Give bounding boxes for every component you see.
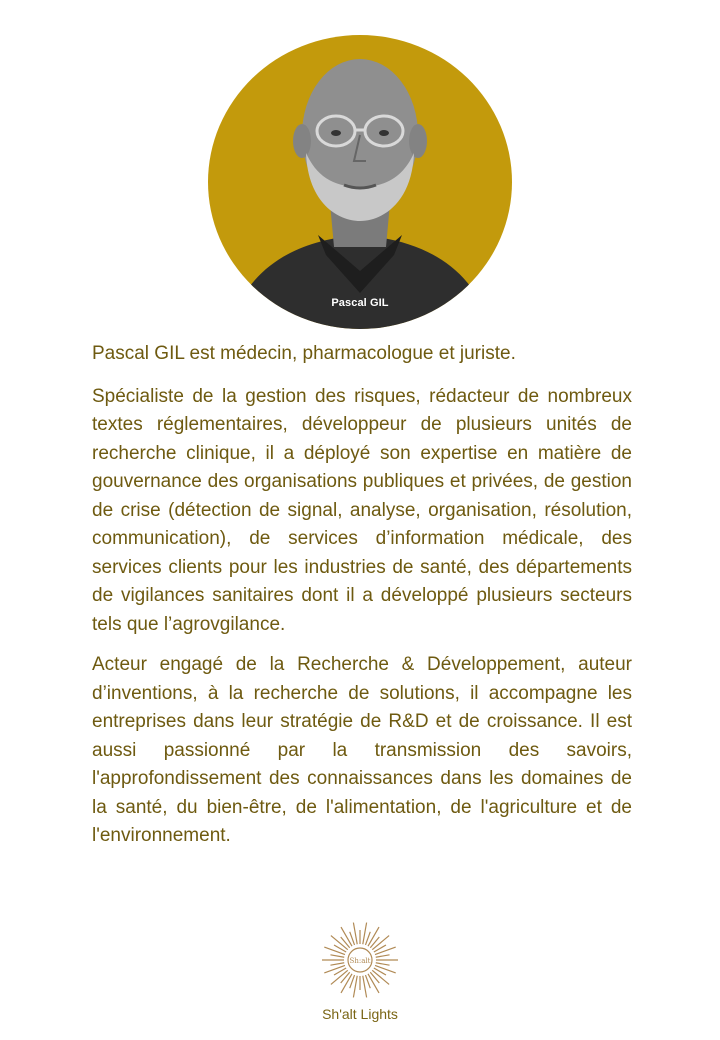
sun-ray: [324, 947, 345, 955]
bio-paragraph-expertise: Spécialiste de la gestion des risques, rédacteur de nombreux textes réglementaires, développeur de plusieurs unités de recherche clinique, il a déployé son expertise en matière de gouvernance des organisations publiques et privées, de gestion de crise (détection de signal, analyse, organisation, résolution, communication), de services d’information médicale, des services clients pour les industries de santé, des départements de vigilances sanitaires dont il a développé plusieurs secteurs tels que l’agrovgilance.: [92, 385, 632, 635]
sun-ray: [353, 923, 357, 945]
portrait-photo: [208, 35, 512, 329]
sun-ray: [375, 965, 396, 973]
logo-emblem-text: Sh:alt: [349, 957, 371, 965]
bio-intro: Pascal GIL est médecin, pharmacologue et juriste.: [92, 343, 516, 364]
sun-ray: [324, 965, 345, 973]
sun-ray: [376, 955, 390, 957]
sun-ray: [330, 955, 344, 957]
sun-ray: [330, 963, 344, 965]
logo-label: Sh'alt Lights: [322, 1006, 398, 1022]
sun-ray: [376, 963, 390, 965]
sun-ray: [363, 976, 367, 998]
sun-ray: [363, 923, 367, 945]
sun-ray: [370, 972, 379, 983]
sun-logo-icon: [308, 920, 412, 1004]
sun-ray: [375, 947, 396, 955]
portrait-caption: Pascal GIL: [331, 297, 389, 309]
sun-ray: [370, 937, 379, 948]
sun-ray: [341, 972, 350, 983]
sun-ray: [353, 976, 357, 998]
biography-text: [92, 340, 632, 863]
bio-paragraph-research: Acteur engagé de la Recherche & Développement, auteur d’inventions, à la recherche de solutions, il accompagne les entreprises dans leur stratégie de R&D et de croissance. Il est aussi passionné par la transmission des savoirs, l'approfondissement des connaissances dans les domaines de la santé, du bien-être, de l'alimentation, de l'agriculture et de l'environnement.: [92, 654, 632, 846]
sun-ray: [341, 937, 350, 948]
portrait-illustration: [208, 35, 512, 329]
